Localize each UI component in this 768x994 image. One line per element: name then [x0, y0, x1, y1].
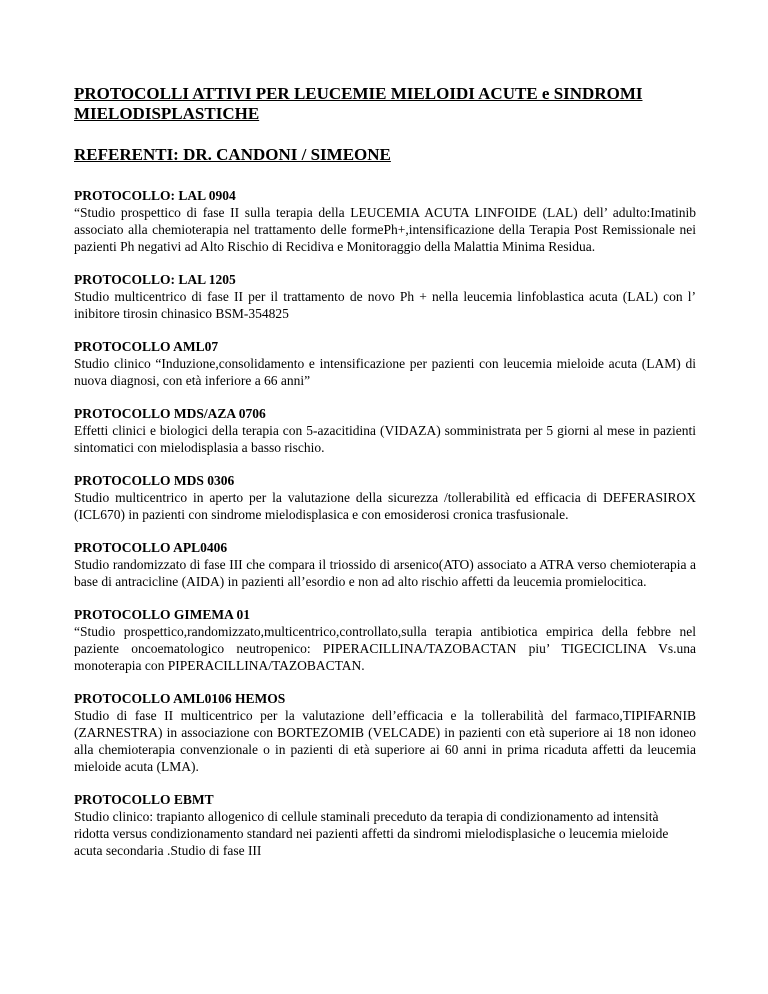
protocol-title: PROTOCOLLO: LAL 0904: [74, 188, 236, 203]
protocol-title: PROTOCOLLO AML07: [74, 339, 219, 354]
protocol-description: Studio di fase II multicentrico per la valutazione dell’efficacia e la tollerabilità del farmaco,TIPIFARNIB (ZARNESTRA) in associazione con BORTEZOMIB (VELCADE) in pazienti con età superiore ai 18 non idoneo alla chemioterapia convenzionale o in pazienti di età superiore ai 60 anni in prima ricaduta affetti da leucemia mieloide acuta (LMA).: [74, 708, 696, 774]
protocol-description: Studio randomizzato di fase III che compara il triossido di arsenico(ATO) associato a ATRA verso chemioterapia a base di antracicline (AIDA) in pazienti all’esordio e non ad alto rischio affetti da leucemia promielocitica.: [74, 557, 696, 589]
protocol-ebmt: [74, 791, 696, 859]
protocol-title: PROTOCOLLO: LAL 1205: [74, 272, 236, 287]
protocol-apl0406: [74, 539, 696, 590]
protocol-title: PROTOCOLLO AML0106 HEMOS: [74, 691, 286, 706]
protocol-description: Studio clinico: trapianto allogenico di cellule staminali preceduto da terapia di condizionamento ad intensità ridotta versus condizionamento standard nei pazienti affetti da sindromi mielodisplasiche o leucemia mieloide acuta secondaria .Studio di fase III: [74, 809, 669, 858]
protocol-title: PROTOCOLLO APL0406: [74, 540, 228, 555]
protocol-title: PROTOCOLLO MDS 0306: [74, 473, 235, 488]
protocol-title: PROTOCOLLO GIMEMA 01: [74, 607, 251, 622]
protocol-list: [74, 187, 696, 859]
protocol-gimema-01: [74, 606, 696, 674]
protocol-mds-aza-0706: [74, 405, 696, 456]
protocol-title: PROTOCOLLO MDS/AZA 0706: [74, 406, 266, 421]
protocol-aml07: [74, 338, 696, 389]
document-page: [74, 84, 696, 875]
protocol-description: “Studio prospettico di fase II sulla terapia della LEUCEMIA ACUTA LINFOIDE (LAL) dell’ adulto:Imatinib associato alla chemioterapia nel trattamento delle formePh+,intensificazione della Terapia Post Remissionale nei pazienti Ph negativi ad Alto Rischio di Recidiva e Monitoraggio della Malattia Minima Residua.: [74, 205, 696, 254]
protocol-lal-0904: [74, 187, 696, 255]
referents-heading: REFERENTI: DR. CANDONI / SIMEONE: [74, 145, 391, 164]
protocol-description: Studio clinico “Induzione,consolidamento e intensificazione per pazienti con leucemia mieloide acuta (LAM) di nuova diagnosi, con età inferiore a 66 anni”: [74, 356, 696, 388]
protocol-lal-1205: [74, 271, 696, 322]
document-title: PROTOCOLLI ATTIVI PER LEUCEMIE MIELOIDI ACUTE e SINDROMI MIELODISPLASTICHE: [74, 84, 643, 123]
protocol-description: Effetti clinici e biologici della terapia con 5-azacitidina (VIDAZA) somministrata per 5 giorni al mese in pazienti sintomatici con mielodisplasia a basso rischio.: [74, 423, 696, 455]
protocol-description: Studio multicentrico in aperto per la valutazione della sicurezza /tollerabilità ed efficacia di DEFERASIROX (ICL670) in pazienti con sindrome mielodisplasica e con emosiderosi cronica trasfusionale.: [74, 490, 696, 522]
protocol-description: Studio multicentrico di fase II per il trattamento de novo Ph + nella leucemia linfoblastica acuta (LAL) con l’ inibitore tirosin chinasico BSM-354825: [74, 289, 696, 321]
protocol-aml0106-hemos: [74, 690, 696, 775]
protocol-mds-0306: [74, 472, 696, 523]
protocol-description: “Studio prospettico,randomizzato,multicentrico,controllato,sulla terapia antibiotica empirica della febbre nel paziente oncoematologico neutropenico: PIPERACILLINA/TAZOBACTAN piu’ TIGECICLINA Vs.una monoterapia con PIPERACILLINA/TAZOBACTAN.: [74, 624, 696, 673]
protocol-title: PROTOCOLLO EBMT: [74, 792, 214, 807]
